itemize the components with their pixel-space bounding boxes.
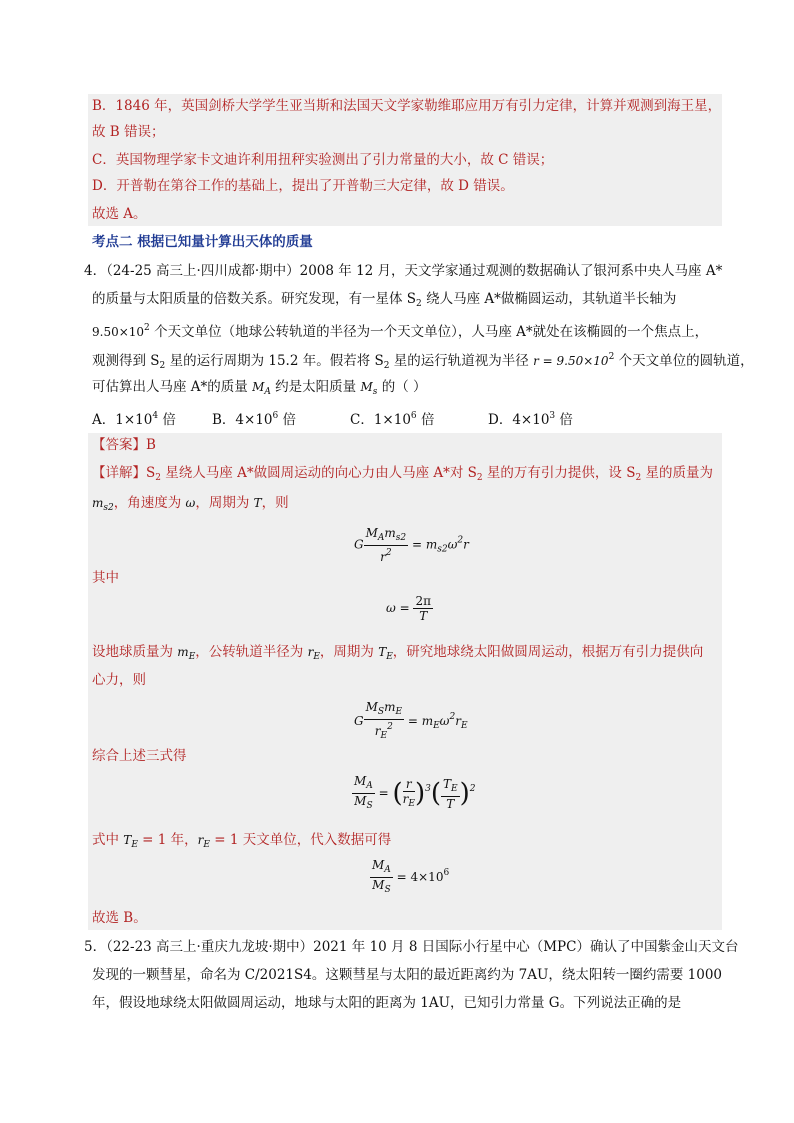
option-b-explanation-2: 故 B 错误；: [92, 124, 165, 140]
q4-option-d[interactable]: D．$4\times 10^3$ 倍: [488, 411, 573, 428]
q5-line-2: 发现的一颗彗星，命名为 C/2021S4。这颗彗星与太阳的最近距离约为 7AU，绕太阳转一圈约需要 1000: [92, 967, 723, 983]
q4-option-c[interactable]: C．$1\times 10^6$ 倍: [350, 411, 435, 428]
equation-result: $\frac{M_A}{M_S}$ = $4\times 10^6$: [372, 858, 450, 895]
q4-line-3: $9.50\times 10^2$ 个天文单位（地球公转轨道的半径为一个天文单位），人马座 A*就处在该椭圆的一个焦点上，: [92, 323, 709, 340]
text-combine: 综合上述三式得: [92, 748, 187, 764]
equation-earth-orbit: G $\frac{M_Sm_E}{r_E^2}$ = $m_E\omega^2r_E$: [354, 700, 468, 741]
detail-line-4: 心力，则: [92, 672, 146, 688]
final-choice-b: 故选 B。: [92, 910, 147, 926]
q4-line-2: 的质量与太阳质量的倍数关系。研究发现，有一星体 $S_2$ 绕人马座 A*做椭圆运动，其轨道半长轴为: [92, 291, 677, 309]
q4-option-a[interactable]: A．$1\times 10^4$ 倍: [92, 411, 176, 428]
final-choice-a: 故选 A。: [92, 206, 147, 222]
text-qizhong: 其中: [92, 570, 119, 586]
equation-omega: ω = $\frac{2\pi}{T}$: [386, 594, 431, 623]
detail-line-3: 设地球质量为 $m_E$，公转轨道半径为 $r_E$，周期为 $T_E$，研究地球绕太阳做圆周运动，根据万有引力提供向: [92, 644, 704, 662]
option-c-explanation: C．英国物理学家卡文迪许利用扭秤实验测出了引力常量的大小，故 C 错误；: [92, 152, 554, 168]
q5-line-1: 5．（22-23 高三上·重庆九龙坡·期中）2021 年 10 月 8 日国际小行星中心（MPC）确认了中国紫金山天文台: [84, 939, 739, 955]
q4-line-5: 可估算出人马座 A*的质量 $M_A$ 约是太阳质量 $M_s$ 的（ ）: [92, 379, 427, 397]
equation-gravity-centripetal: G $\frac{M_Am_{s2}}{r^2}$ = $m_{s2}\omega^2r$: [354, 526, 469, 564]
q4-option-b[interactable]: B．$4\times 10^6$ 倍: [212, 411, 297, 428]
equation-mass-ratio: $\frac{M_A}{M_S}$ = ( $\frac{r}{r_E}$ )$^3$( $\frac{T_E}{T}$ )$^2$: [354, 774, 476, 811]
q5-line-3: 年，假设地球绕太阳做圆周运动，地球与太阳的距离为 1AU，已知引力常量 G。下列说法正确的是: [92, 995, 682, 1011]
detail-line-5: 式中 $T_E = 1$ 年，$r_E = 1$ 天文单位，代入数据可得: [92, 832, 392, 850]
option-b-explanation-1: B．1846 年，英国剑桥大学学生亚当斯和法国天文学家勒维耶应用万有引力定律，计算并观测到海王星，: [92, 98, 722, 114]
option-d-explanation: D．开普勒在第谷工作的基础上，提出了开普勒三大定律，故 D 错误。: [92, 178, 514, 194]
q4-line-4: 观测得到 $S_2$ 星的运行周期为 15.2 年。假若将 $S_2$ 星的运行轨道视为半径 $r = 9.50\times 10^2$ 个天文单位的圆轨道，: [92, 352, 754, 371]
answer-label: 【答案】B: [92, 437, 156, 453]
detail-line-2: $m_{s2}$，角速度为 ω，周期为 T，则: [92, 495, 289, 513]
section-title: 考点二 根据已知量计算出天体的质量: [92, 234, 313, 250]
q4-line-1: 4．（24-25 高三上·四川成都·期中）2008 年 12 月，天文学家通过观测的数据确认了银河系中央人马座 A*: [84, 263, 723, 279]
detail-line-1: 【详解】$S_2$ 星绕人马座 A*做圆周运动的向心力由人马座 A*对 $S_2$ 星的万有引力提供，设 $S_2$ 星的质量为: [92, 465, 714, 483]
